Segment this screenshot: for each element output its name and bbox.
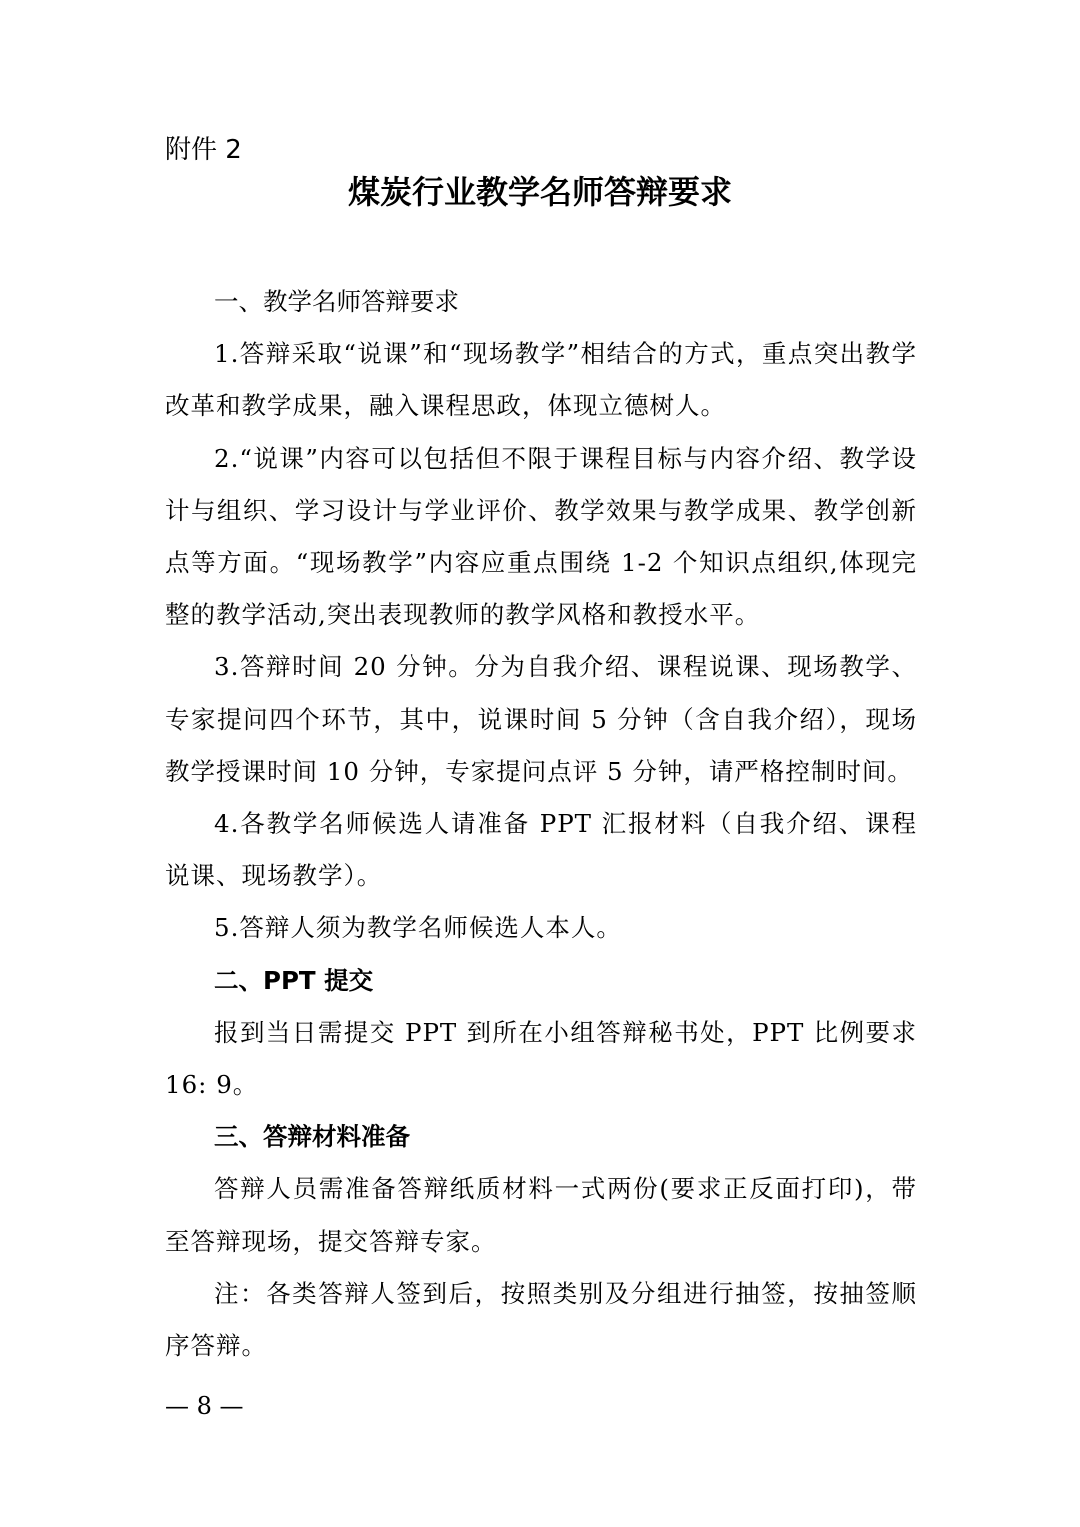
document-title: 煤炭行业教学名师答辩要求 xyxy=(347,173,732,211)
section-heading-ppt: 二、PPT 提交 xyxy=(214,965,374,995)
requirement-item-1: 1.答辩采取“说课”和“现场教学”相结合的方式，重点突出教学改革和教学成果，融入课程思政，体现立德树人。 xyxy=(165,339,917,421)
note-paragraph: 注：各类答辩人签到后，按照类别及分组进行抽签，按抽签顺序答辩。 xyxy=(165,1278,917,1361)
page-number: — 8 — xyxy=(165,1392,244,1420)
materials-paragraph: 答辩人员需准备答辩纸质材料一式两份(要求正反面打印)，带至答辩现场，提交答辩专家。 xyxy=(165,1174,917,1256)
section-heading-materials: 三、答辩材料准备 xyxy=(214,1122,410,1152)
requirement-item-5: 5.答辩人须为教学名师候选人本人。 xyxy=(214,913,622,943)
section-heading-requirements: 一、教学名师答辩要求 xyxy=(214,287,459,316)
requirement-item-2: 2.“说课”内容可以包括但不限于课程目标与内容介绍、教学设计与组织、学习设计与学业评价、教学效果与教学成果、教学创新点等方面。“现场教学”内容应重点围绕 1-2 个知识点组织,体现完整的教学活动,突出表现教师的教学风格和教授水平。 xyxy=(165,443,917,630)
requirement-item-4: 4.各教学名师候选人请准备 PPT 汇报材料（自我介绍、课程说课、现场教学）。 xyxy=(165,809,917,891)
attachment-label: 附件 2 xyxy=(165,135,242,165)
ppt-paragraph: 报到当日需提交 PPT 到所在小组答辩秘书处，PPT 比例要求 16: 9。 xyxy=(165,1017,917,1100)
document-body xyxy=(165,276,917,1372)
requirement-item-3: 3.答辩时间 20 分钟。分为自我介绍、课程说课、现场教学、专家提问四个环节，其中，说课时间 5 分钟（含自我介绍），现场教学授课时间 10 分钟，专家提问点评 5 分钟，请严格控制时间。 xyxy=(165,652,917,786)
